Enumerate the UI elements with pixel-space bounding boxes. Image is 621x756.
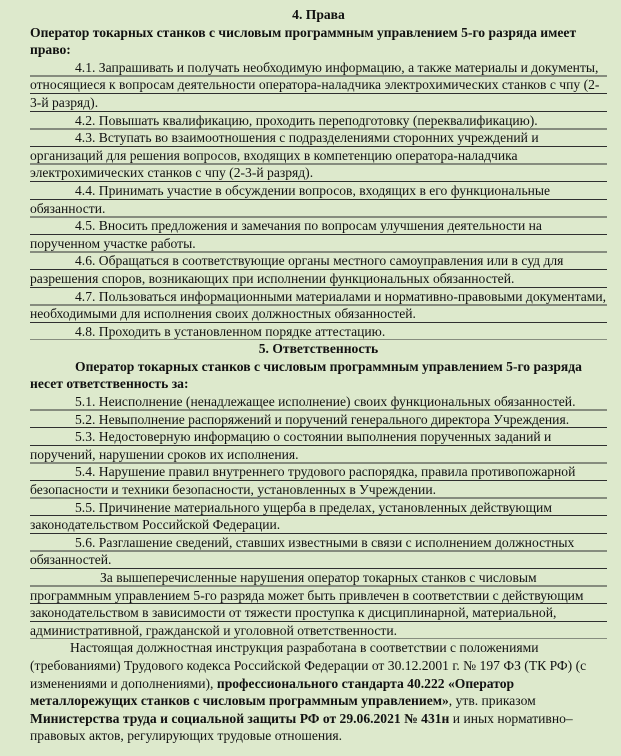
closing-paragraph	[30, 639, 607, 745]
rights-item-4-1: 4.1. Запрашивать и получать необходимую информацию, а также материалы и документы, относящиеся к вопросам деятельности оператора-наладчика электрохимических станков с чпу (2-3-й разряд).	[30, 59, 600, 110]
rights-item-4-2: 4.2. Повышать квалификацию, проходить переподготовку (переквалификацию).	[75, 112, 538, 128]
closing-text-3: и иных нормативно–правовых актов, регулирующих трудовые отношения.	[30, 710, 573, 744]
rights-item-4-7: 4.7. Пользоваться информационными материалами и нормативно-правовыми документами, необходимыми для исполнения своих должностных обязанностей.	[30, 288, 606, 322]
rights-item-4-6: 4.6. Обращаться в соответствующие органы местного самоуправления или в суд для разрешения споров, возникающих при исполнении функциональных обязанностей.	[30, 253, 564, 286]
liability-item-5-3: 5.3. Недостоверную информацию о состоянии выполнения порученных заданий и поручений, нарушении сроков их исполнения.	[30, 429, 552, 462]
liability-summary: За вышеперечисленные нарушения оператор токарных станков с числовым программным управлением 5-го разряда может быть привлечен в соответствии с действующим законодательством в зависимости от тяжести проступка к дисциплинарной, материальной, административной, гражданской и уголовной ответственности.	[30, 570, 584, 638]
section-4-heading: 4. Права	[292, 7, 345, 22]
liability-item-5-6: 5.6. Разглашение сведений, ставших известными в связи с исполнением должностных обязанностей.	[30, 534, 575, 568]
closing-text-2: , утв. приказом	[448, 693, 536, 709]
professional-standard-reference: профессионального стандарта 40.222 «Оператор металлорежущих станков с числовым программным управлением»	[30, 675, 515, 709]
section-5-list	[30, 393, 607, 639]
rights-item-4-8: 4.8. Проходить в установленном порядке аттестацию.	[75, 323, 386, 339]
liability-item-5-1: 5.1. Неисполнение (ненадлежащее исполнение) своих функциональных обязанностей.	[75, 394, 576, 410]
liability-item-5-4: 5.4. Нарушение правил внутреннего трудового распорядка, правила противопожарной безопасности и техники безопасности, установленных в Учреждении.	[30, 464, 576, 498]
rights-item-4-5: 4.5. Вносить предложения и замечания по вопросам улучшения деятельности на порученном участке работы.	[30, 218, 542, 251]
rights-item-4-4: 4.4. Принимать участие в обсуждении вопросов, входящих в его функциональные обязанности.	[30, 182, 551, 216]
section-4-intro: Оператор токарных станков с числовым программным управлением 5-го разряда имеет право:	[30, 24, 577, 58]
section-5-heading: 5. Ответственность	[258, 341, 379, 357]
liability-item-5-5: 5.5. Причинение материального ущерба в пределах, установленных действующим законодательством Российской Федерации.	[30, 499, 552, 533]
liability-item-5-2: 5.2. Невыполнение распоряжений и поручений генерального директора Учреждения.	[75, 411, 570, 427]
closing-text-1: Настоящая должностная инструкция разработана в соответствии с положениями (требованиями) Трудового кодекса Российской Федерации от 30.12.2001 г. № 197 ФЗ (ТК РФ) (с изменениями и дополнениями),	[30, 640, 587, 691]
section-4-list	[30, 59, 607, 341]
section-5-intro: Оператор токарных станков с числовым программным управлением 5-го разряда несет ответственность за:	[30, 358, 582, 392]
ministry-order-reference: Министерства труда и социальной защиты РФ от 29.06.2021 № 431н	[30, 710, 450, 726]
rights-item-4-3: 4.3. Вступать во взаимоотношения с подразделениями сторонних учреждений и организаций для решения вопросов, входящих в компетенцию оператора-наладчика электрохимических станков с чпу (2-3-й разряд).	[30, 130, 539, 181]
